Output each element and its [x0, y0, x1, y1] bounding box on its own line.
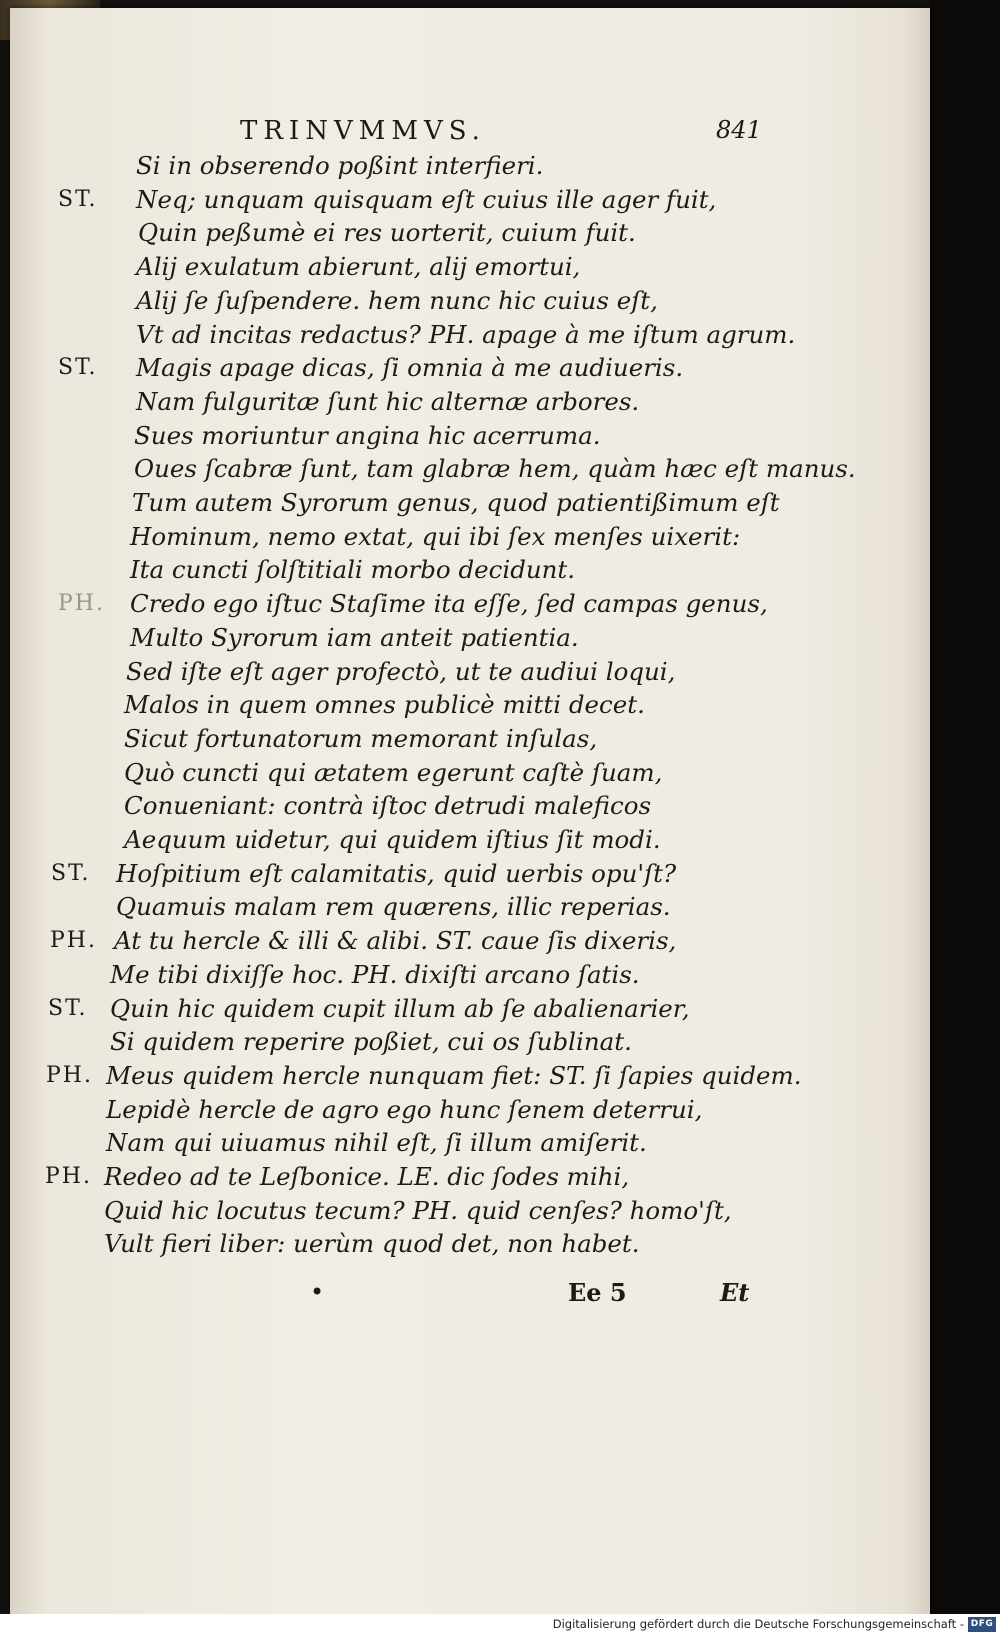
verse-line: Neq; unquam quisquam eſt cuius ille ager fuit,	[136, 185, 717, 214]
verse-line: Quin peßumè ei res uorterit, cuium fuit.	[138, 218, 636, 247]
verse-line: Sues moriuntur angina hic acerruma.	[134, 421, 601, 450]
dfg-logo-icon: DFG	[968, 1617, 996, 1632]
verse-line: Credo ego iſtuc Staſime ita eſſe, ſed campas genus,	[130, 589, 768, 618]
verse-line: Si in obserendo poßint interfieri.	[136, 151, 544, 180]
speaker-label: PH.	[46, 1063, 93, 1088]
page-number: 841	[716, 116, 762, 144]
verse-line: Sicut fortunatorum memorant inſulas,	[124, 724, 598, 753]
verse-line: Alij exulatum abierunt, alij emortui,	[136, 252, 581, 281]
running-head: TRINVMMVS.	[240, 116, 486, 146]
verse-line: Quid hic locutus tecum? PH. quid cenſes? homo'ſt,	[104, 1196, 732, 1225]
verse-line: At tu hercle & illi & alibi. ST. caue ſis dixeris,	[114, 926, 677, 955]
verse-line: Tum autem Syrorum genus, quod patientißimum eſt	[132, 488, 780, 517]
verse-line: Malos in quem omnes publicè mitti decet.	[124, 690, 645, 719]
verse-line: Si quidem reperire poßiet, cui os ſublinat.	[110, 1027, 632, 1056]
verse-line: Multo Syrorum iam anteit patientia.	[130, 623, 579, 652]
verse-line: Quamuis malam rem quærens, illic reperias.	[116, 892, 671, 921]
verse-line: Quò cuncti qui ætatem egerunt caſtè ſuam,	[124, 758, 663, 787]
verse-line: Redeo ad te Leſbonice. LE. dic ſodes mihi,	[104, 1162, 630, 1191]
speaker-label: PH.	[45, 1164, 92, 1189]
speaker-label: ST.	[48, 996, 88, 1021]
verse-line: Conueniant: contrà iſtoc detrudi maleficos	[124, 791, 652, 820]
catchword-row	[310, 1278, 770, 1312]
verse-line: Ita cuncti ſolſtitiali morbo decidunt.	[130, 555, 576, 584]
verse-line: Sed iſte eſt ager profectò, ut te audiui loqui,	[126, 657, 676, 686]
footer-credit: Digitalisierung gefördert durch die Deutsche Forschungsgemeinschaft -	[552, 1617, 964, 1631]
verse-line: Hominum, nemo extat, qui ibi ſex menſes uixerit:	[130, 522, 741, 551]
verse-line: Lepidè hercle de agro ego hunc ſenem deterrui,	[106, 1095, 703, 1124]
speaker-label: ST.	[58, 187, 98, 212]
speaker-label: PH.	[58, 591, 105, 616]
verse-line: Aequum uidetur, qui quidem iſtius ſit modi.	[124, 825, 661, 854]
verse-line: Vt ad incitas redactus? PH. apage à me iſtum agrum.	[136, 320, 796, 349]
scan-edge-right	[930, 0, 1000, 1614]
footer-bar	[0, 1614, 1000, 1636]
speaker-label: ST.	[58, 355, 98, 380]
catchword-dot: •	[310, 1278, 325, 1306]
speaker-label: ST.	[51, 861, 91, 886]
verse-line: Magis apage dicas, ſi omnia à me audiueris.	[136, 353, 684, 382]
verse-line: Meus quidem hercle nunquam fiet: ST. ſi ſapies quidem.	[106, 1061, 802, 1090]
verse-line: Oues ſcabræ ſunt, tam glabræ hem, quàm hæc eſt manus.	[134, 454, 856, 483]
verse-line: Alij ſe ſuſpendere. hem nunc hic cuius eſt,	[136, 286, 658, 315]
verse-line: Quin hic quidem cupit illum ab ſe abalienarier,	[110, 994, 690, 1023]
catchword: Et	[720, 1278, 750, 1307]
verse-line: Nam qui uiuamus nihil eſt, ſi illum amiſerit.	[106, 1128, 647, 1157]
verse-line: Vult fieri liber: uerùm quod det, non habet.	[104, 1229, 640, 1258]
verse-line: Me tibi dixiſſe hoc. PH. dixiſti arcano ſatis.	[110, 960, 640, 989]
signature-mark: Ee 5	[568, 1278, 627, 1307]
speaker-label: PH.	[50, 928, 97, 953]
verse-line: Hoſpitium eſt calamitatis, quid uerbis opu'ſt?	[116, 859, 677, 888]
verse-line: Nam fulguritæ ſunt hic alternæ arbores.	[136, 387, 640, 416]
